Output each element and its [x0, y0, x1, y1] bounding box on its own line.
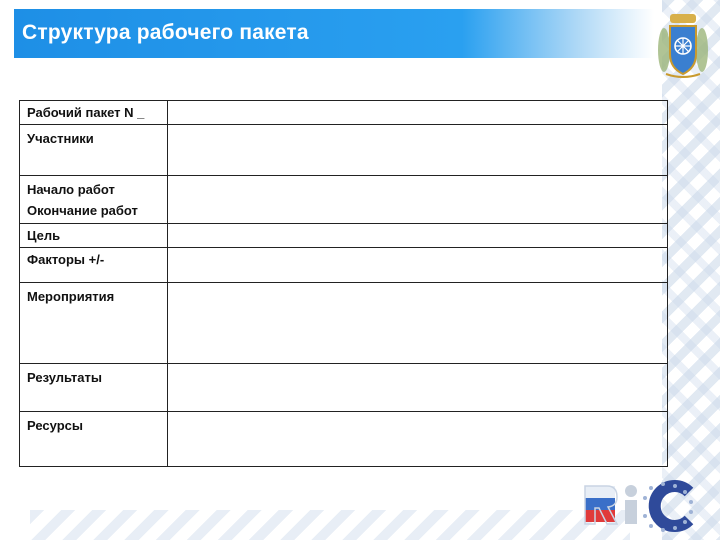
row-value-cell[interactable]	[168, 125, 668, 176]
row-label: Цель	[20, 224, 168, 248]
table-row	[20, 176, 668, 224]
table-row	[20, 101, 668, 125]
table-row	[20, 412, 668, 467]
decorative-ribbon	[662, 0, 720, 540]
ric-logo-icon	[583, 478, 715, 534]
slide-title: Структура рабочего пакета	[22, 21, 309, 44]
row-value-cell[interactable]	[168, 101, 668, 125]
row-label-line: Начало работ	[27, 182, 115, 197]
row-value-cell[interactable]	[168, 248, 668, 283]
table-row	[20, 224, 668, 248]
table-row	[20, 125, 668, 176]
table-row	[20, 248, 668, 283]
row-label	[20, 176, 168, 224]
row-value-cell[interactable]	[168, 283, 668, 364]
row-value-cell[interactable]	[168, 412, 668, 467]
work-package-table	[19, 100, 668, 467]
row-label: Рабочий пакет N _	[20, 101, 168, 125]
title-bar	[14, 9, 654, 58]
row-label: Ресурсы	[20, 412, 168, 467]
row-label-line: Окончание работ	[27, 203, 138, 218]
table-row	[20, 364, 668, 412]
decorative-bottom-ribbon	[30, 510, 630, 540]
row-label: Результаты	[20, 364, 168, 412]
row-value-cell[interactable]	[168, 176, 668, 224]
table-row	[20, 283, 668, 364]
row-value-cell[interactable]	[168, 224, 668, 248]
row-label: Участники	[20, 125, 168, 176]
coat-of-arms-icon	[656, 10, 710, 80]
row-value-cell[interactable]	[168, 364, 668, 412]
row-label: Факторы +/-	[20, 248, 168, 283]
row-label: Мероприятия	[20, 283, 168, 364]
